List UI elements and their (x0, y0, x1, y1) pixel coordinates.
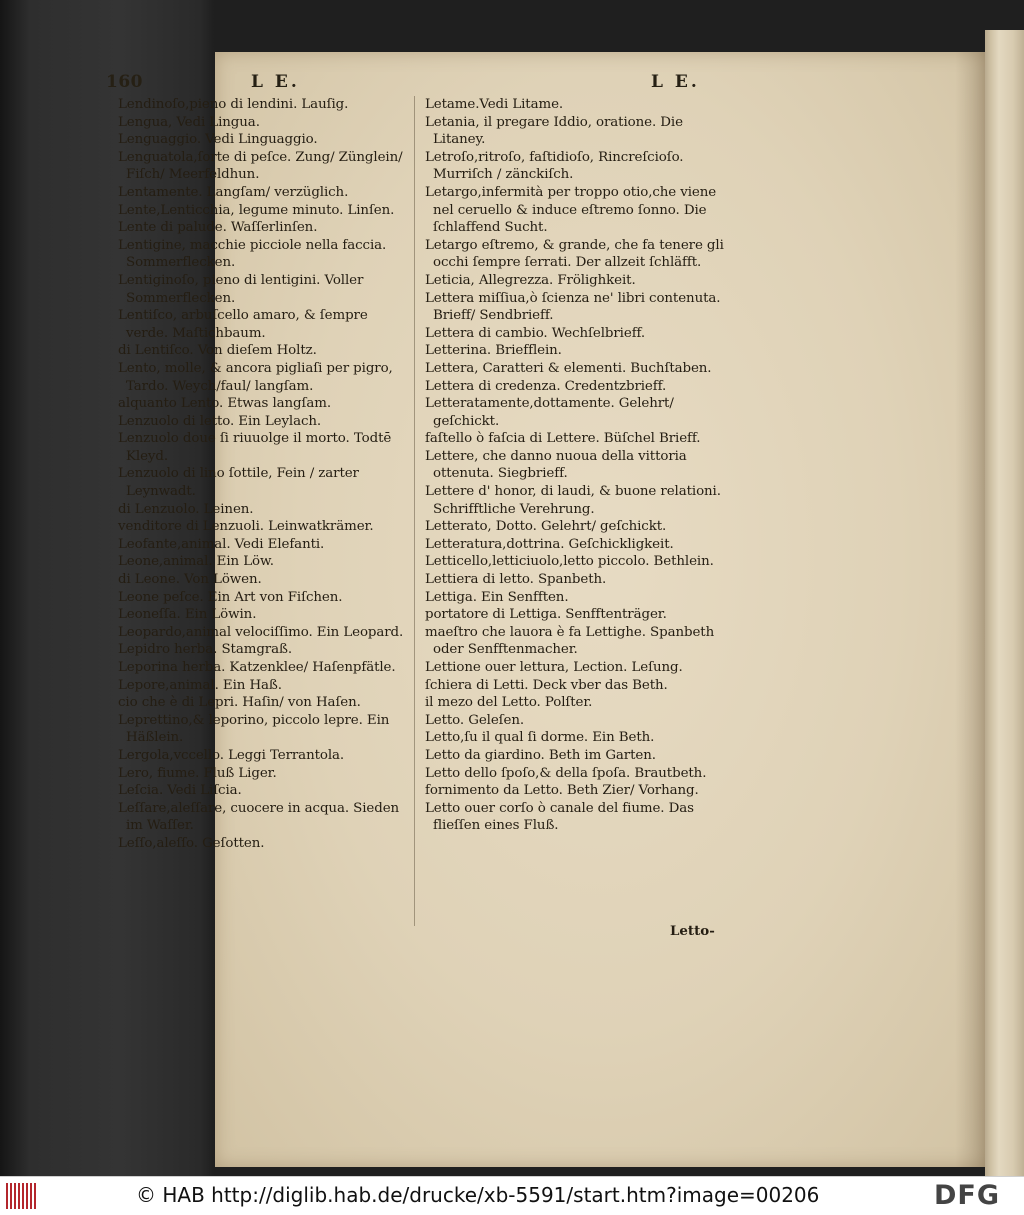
catchword: Letto- (670, 923, 715, 939)
dictionary-entry: Lettera miſſiua,ò ſcienza ne' libri contenuta. Brieff/ Sendbrieff. (425, 290, 721, 324)
right-column (425, 96, 725, 835)
dictionary-entry: Lepore,animal. Ein Haß. (118, 677, 282, 693)
dictionary-entry: Lettere, che danno nuoua della vittoria ottenuta. Siegbrieff. (425, 448, 687, 482)
dictionary-entry: Lettera di cambio. Wechſelbrieff. (425, 325, 646, 341)
dictionary-entry: Lero, fiume. Fluß Liger. (118, 765, 277, 781)
dictionary-entry: di Lentiſco. Von dieſem Holtz. (118, 343, 317, 359)
dictionary-entry: Lengua, Vedi Lingua. (118, 114, 260, 130)
dictionary-entry: Lentamente. Langſam/ verzüglich. (118, 184, 349, 200)
facing-page-edge (985, 30, 1024, 1180)
dictionary-entry: faſtello ò faſcia di Lettere. Büſchel Brieff. (425, 431, 701, 447)
dictionary-entry: Lergola,vccello. Leggi Terrantola. (118, 747, 345, 763)
dictionary-entry: Letterato, Dotto. Gelehrt/ geſchickt. (425, 519, 667, 535)
dictionary-entry: maeſtro che lauora è fa Lettighe. Spanbeth oder Senfftenmacher. (425, 624, 715, 658)
dictionary-entry: Leofante,animal. Vedi Elefanti. (118, 536, 325, 552)
dictionary-entry: cio che è di Lepri. Haſin/ von Haſen. (118, 695, 361, 711)
column-rule (414, 96, 415, 926)
dictionary-entry: Letto dello ſpoſo,& della ſpoſa. Brautbeth. (425, 765, 707, 781)
dictionary-entry: venditore di Lenzuoli. Leinwatkrämer. (118, 519, 374, 535)
dictionary-entry: Lento, molle, & ancora pigliaſi per pigro, Tardo. Weych/faul/ langſam. (118, 360, 393, 394)
dictionary-entry: Letroſo,ritroſo, faſtidioſo, Rincreſcioſo. Murriſch / zänckiſch. (425, 149, 684, 183)
dictionary-entry: Letteratura,dottrina. Geſchickligkeit. (425, 536, 674, 552)
dictionary-entry: Lettere d' honor, di laudi, & buone relationi. Schrifftliche Verehrung. (425, 484, 721, 517)
left-column (118, 96, 410, 853)
page-header (106, 72, 756, 94)
dictionary-entry: Letterina. Briefflein. (425, 343, 562, 359)
dictionary-entry: Letteratamente,dottamente. Gelehrt/ geſchickt. (425, 396, 674, 429)
dictionary-entry: Lenzuolo doue ſi riuuolge il morto. Todtē Kleyd. (118, 431, 392, 464)
dictionary-entry: Lentigine, macchie picciole nella faccia. Sommerflecken. (118, 237, 387, 271)
dictionary-entry: Lenzuolo di lino ſottile, Fein / zarter Leynwadt. (118, 466, 359, 500)
dictionary-entry: Lente,Lenticchia, legume minuto. Linſen. (118, 202, 395, 218)
dfg-logo: DFG (934, 1180, 1001, 1211)
dictionary-entry: fornimento da Letto. Beth Zier/ Vorhang. (425, 783, 699, 799)
dictionary-entry: ſchiera di Letti. Deck vber das Beth. (425, 677, 668, 693)
dictionary-entry: Leone,animal. Ein Löw. (118, 554, 274, 570)
dictionary-entry: Lentiginoſo, pieno di lentigini. Voller Sommerflecken. (118, 272, 364, 306)
dictionary-entry: Letto. Geleſen. (425, 712, 525, 728)
dictionary-entry: Letto da giardino. Beth im Garten. (425, 747, 656, 763)
dictionary-entry: Letto ouer corſo ò canale del fiume. Das flieſſen eines Fluß. (425, 800, 694, 834)
dictionary-entry: Letame.Vedi Litame. (425, 97, 564, 112)
dictionary-entry: Letargo eſtremo, & grande, che fa tenere gli occhi ſempre ſerrati. Der allzeit ſchläfft. (425, 237, 724, 271)
dictionary-entry: Leporina herba. Katzenklee/ Haſenpfätle. (118, 660, 396, 675)
page-gutter-shadow (955, 52, 985, 1167)
dictionary-entry: Leone peſce. Ein Art von Fiſchen. (118, 589, 343, 605)
dictionary-entry: Leſſo,aleſſo. Geſotten. (118, 835, 265, 851)
dictionary-entry: Leprettino,& leporino, piccolo lepre. Ein Häßlein. (118, 712, 390, 746)
dictionary-entry: Lettione ouer lettura, Lection. Leſung. (425, 660, 683, 675)
dictionary-entry: Lettiga. Ein Senfften. (425, 589, 569, 605)
dictionary-entry: alquanto Lento. Etwas langſam. (118, 396, 332, 412)
dictionary-entry: Lente di palude. Waſſerlinſen. (118, 220, 318, 236)
dictionary-entry: di Lenzuolo. Leinen. (118, 501, 254, 517)
dictionary-entry: Letto,ſu il qual ſi dorme. Ein Beth. (425, 730, 655, 746)
dictionary-entry: il mezo del Letto. Polſter. (425, 695, 593, 711)
dictionary-entry: di Leone. Von Löwen. (118, 572, 262, 588)
page-number: 160 (106, 72, 143, 92)
dictionary-entry: Letargo,infermità per troppo otio,che viene nel ceruello & induce eſtremo ſonno. Die ſchlaffend Sucht. (425, 184, 717, 236)
dictionary-entry: Letania, il pregare Iddio, oratione. Die Litaney. (425, 114, 683, 148)
dictionary-entry: Lepidro herba. Stamgraß. (118, 642, 292, 658)
dictionary-entry: Lenguaggio. Vedi Linguaggio. (118, 132, 318, 148)
dictionary-entry: Lendinoſo,pieno di lendini. Lauſig. (118, 97, 349, 112)
dictionary-entry: Leſſare,aleſſare, cuocere in acqua. Sieden im Waſſer. (118, 800, 400, 834)
dictionary-entry: Leopardo,animal velociſſimo. Ein Leopard. (118, 624, 404, 640)
dictionary-entry: Lenguatola,ſorte di peſce. Zung/ Zünglein/ Fiſch/ Meerfeldhun. (118, 149, 403, 183)
hab-barcode-icon (6, 1183, 36, 1209)
dictionary-entry: Letticello,letticiuolo,letto piccolo. Bethlein. (425, 554, 714, 570)
dictionary-entry: portatore di Lettiga. Senfftenträger. (425, 607, 667, 623)
dictionary-entry: Lenzuolo di letto. Ein Leylach. (118, 413, 322, 429)
dictionary-entry: Lettera di credenza. Credentzbrieff. (425, 378, 667, 394)
dictionary-entry: Lentiſco, arbuſcello amaro, & ſempre verde. Maſtichbaum. (118, 308, 368, 341)
viewer-footer (0, 1176, 1024, 1215)
running-head-right: L E. (651, 72, 700, 92)
dictionary-entry: Leticia, Allegrezza. Frölighkeit. (425, 272, 636, 288)
attribution-link[interactable]: © HAB http://diglib.hab.de/drucke/xb-5591/start.htm?image=00206 (136, 1183, 820, 1207)
dictionary-entry: Leſcia. Vedi Liſcia. (118, 783, 242, 799)
dictionary-entry: Lettiera di letto. Spanbeth. (425, 572, 607, 588)
running-head-left: L E. (251, 72, 300, 92)
dictionary-entry: Leoneſſa. Ein Löwin. (118, 607, 257, 623)
dictionary-entry: Lettera, Caratteri & elementi. Buchſtaben. (425, 360, 712, 376)
